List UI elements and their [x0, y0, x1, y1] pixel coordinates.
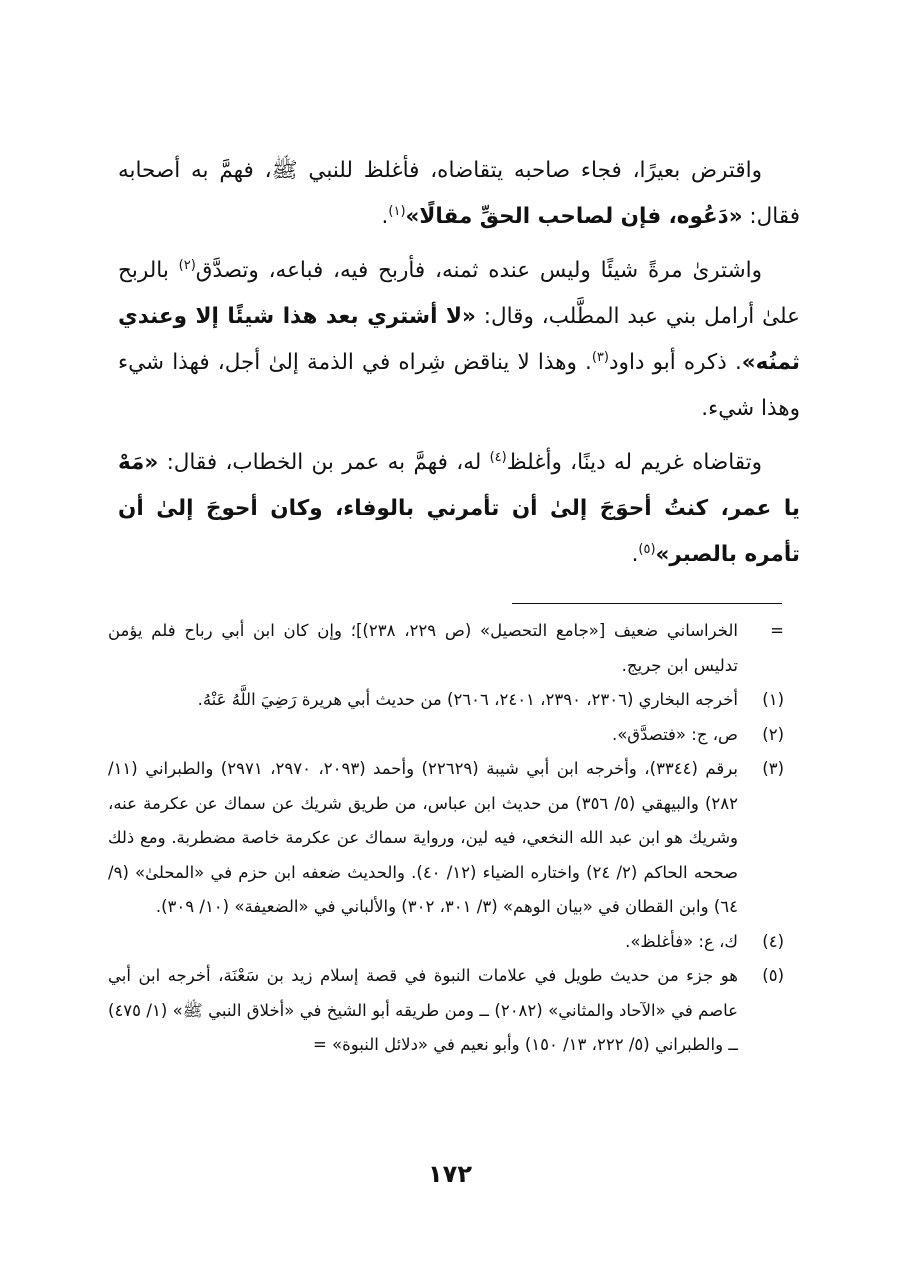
text-run: . وهذا لا يناقض شِراه في الذمة إلىٰ أجل، فهذا شيء وهذا شيء. [118, 350, 800, 421]
text-run: واشترىٰ مرةً شيئًا وليس عنده ثمنه، فأربح فيه، فباعه، وتصدَّق [195, 258, 762, 283]
footnote-text: برقم (٣٣٤٤)، وأخرجه ابن أبي شيبة (٢٢٦٢٩) وأحمد (٢٠٩٣، ٢٩٧٠، ٢٩٧١) والطبراني (١١/ ٢٨٢) والبيهقي (٥/ ٣٥٦) من حديث ابن عباس، من طريق شريك عن سماك عن عكرمة عنه، وشريك هو ابن عبد الله النخعي، فيه لين، ورواية سماك عن عكرمة خاصة مضطربة. ومع ذلك صححه الحاكم (٢/ ٢٤) واختاره الضياء (١٢/ ٤٠). والحديث ضعفه ابن حزم في «المحلىٰ» (٩/ ٦٤) وابن القطان في «بيان الوهم» (٣/ ٣٠١، ٣٠٢) والألباني في «الضعيفة» (١٠/ ٣٠٩). [108, 759, 738, 916]
footnote-text: أخرجه البخاري (٢٣٠٦، ٢٣٩٠، ٢٤٠١، ٢٦٠٦) من حديث أبي هريرة رَضِيَ اللَّهُ عَنْهُ. [197, 690, 738, 709]
footnote-number: (٤) [762, 931, 784, 951]
footnote-number: (٥) [762, 966, 784, 985]
paragraph-3 [118, 440, 800, 578]
footnote-text: الخراساني ضعيف [«جامع التحصيل» (ص ٢٢٩، ٢٣٨)]؛ وإن كان ابن أبي رباح فلم يؤمن تدليس ابن جريج. [108, 621, 738, 675]
footnote-3 [108, 752, 784, 925]
footnote-ref-3[interactable]: (٣) [591, 349, 609, 365]
page-number: ١٧٢ [428, 1160, 472, 1188]
text-run: . [381, 204, 389, 229]
main-text [118, 148, 800, 586]
text-run: واقترض بعيرًا، فجاء صاحبه يتقاضاه، فأغلظ للنبي ﷺ، فهمَّ به أصحابه فقال: [118, 158, 800, 229]
paragraph-1 [118, 148, 800, 240]
hadith-quote: «دَعُوه، فإن لصاحب الحقِّ مقالًا» [405, 204, 743, 229]
footnote-ref-2[interactable]: (٢) [178, 257, 196, 273]
footnote-ref-5[interactable]: (٥) [638, 541, 656, 557]
footnotes [108, 614, 784, 1063]
text-run: . ذكره أبو داود [608, 350, 742, 375]
footnote-number: (١) [762, 690, 784, 709]
text-run: وتقاضاه غريم له دينًا، وأغلظ [506, 450, 762, 475]
footnote-ref-4[interactable]: (٤) [489, 449, 507, 465]
footnote-text: هو جزء من حديث طويل في علامات النبوة في قصة إسلام زيد بن سَعْنَة، أخرجه ابن أبي عاصم في «الآحاد والمثاني» (٢٠٨٢) ــ ومن طريقه أبو الشيخ في «أخلاق النبي ﷺ» (١/ ٤٧٥) ــ والطبراني (٥/ ٢٢٢، ١٣/ ١٥٠) وأبو نعيم في «دلائل النبوة» = [108, 966, 738, 1054]
footnote-number: (٢) [762, 724, 784, 744]
text-run: . [631, 542, 639, 567]
footnote-continuation [108, 614, 784, 683]
text-run: بالربح علىٰ أرامل بني عبد المطَّلب، وقال: [118, 258, 800, 329]
hadith-quote: «مَهْ يا عمر، كنتُ أحوَجَ إلىٰ أن تأمرني بالوفاء، وكان أحوجَ إلىٰ أن تأمره بالصبر» [118, 450, 800, 567]
continuation-mark: = [770, 621, 784, 640]
footnote-separator [512, 603, 782, 604]
footnote-5 [108, 959, 784, 1063]
footnote-1 [108, 683, 784, 718]
footnote-text: ص، ج: «فتصدَّق». [611, 724, 738, 744]
paragraph-2 [118, 248, 800, 432]
footnote-2 [108, 718, 784, 753]
footnote-number: (٣) [762, 759, 784, 778]
hadith-quote: «لا أشتري بعد هذا شيئًا إلا وعندي ثمنُه» [118, 304, 800, 375]
text-run: له، فهمَّ به عمر بن الخطاب، فقال: [158, 450, 490, 475]
footnote-text: ك، ع: «فأغلظ». [625, 931, 738, 951]
footnote-4 [108, 925, 784, 960]
footnote-ref-1[interactable]: (١) [388, 203, 406, 219]
